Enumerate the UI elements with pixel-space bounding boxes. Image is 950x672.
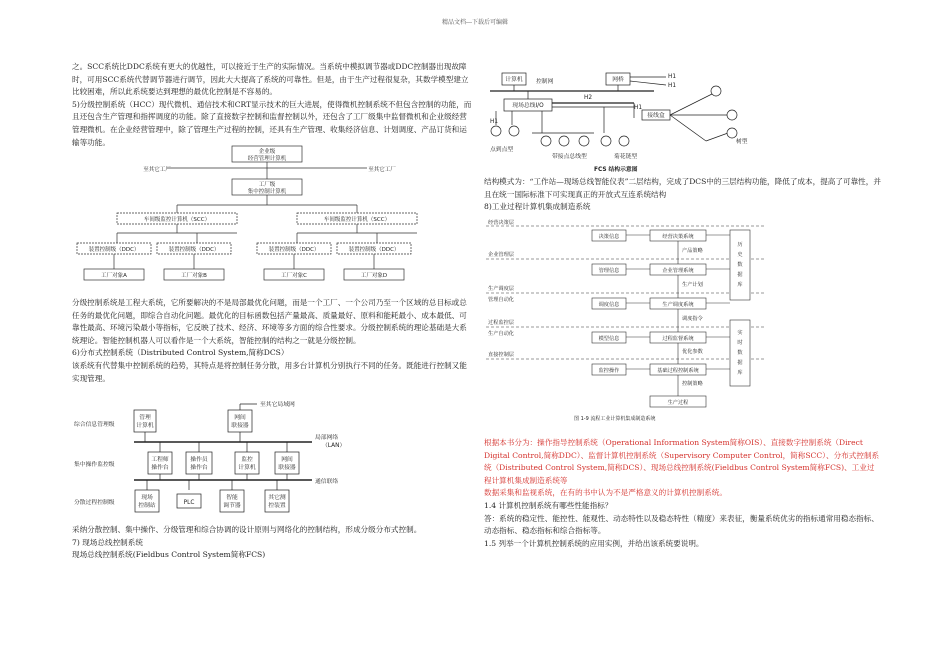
layer-scheduling: 生产调度层	[488, 286, 514, 292]
history-db-2: 史	[737, 252, 743, 258]
level-info-management: 综合信息管理级	[74, 422, 115, 428]
paragraph-cims-title: 8)工业过程计算机集成制造系统	[484, 202, 591, 212]
engineer-label-2: 操作台	[151, 465, 169, 471]
history-db-1: 历	[737, 242, 743, 248]
cims-caption: 图 1-9 流程工业计算机集成制造系统	[574, 416, 656, 422]
field-label-1: 现场	[141, 495, 153, 501]
operator-label-2: 操作台	[190, 465, 208, 471]
plant-label-2: 集中控制计算机	[247, 189, 287, 195]
comm-bus-label: 通信联络	[315, 479, 339, 485]
control-net-label: 控制网	[536, 79, 554, 85]
p2p-node-2	[509, 126, 519, 136]
chain-node-1	[601, 136, 611, 146]
sys-basic: 基础过程控制系统	[657, 368, 699, 374]
field-label-2: 控制站	[138, 503, 156, 509]
enterprise-label-1: 企业级	[258, 149, 276, 155]
gateway-label-1: 网间	[234, 415, 246, 421]
paragraph-question-1-5: 1.5 列举一个计算机控制系统的应用实例，并给出该系统要说明。	[484, 538, 704, 548]
sys-supervision: 过程监督系统	[662, 336, 694, 342]
monitor-label-1: 监控	[241, 457, 253, 463]
other-label-2: 控装置	[268, 503, 286, 509]
history-db-4: 据	[737, 272, 743, 278]
object-label-c: 工厂对象C	[281, 273, 307, 279]
to-other-plant-right: 至其它工厂	[368, 167, 396, 173]
right-column	[484, 176, 882, 214]
tree-node-2	[727, 110, 737, 120]
info-scheduling: 调度信息	[598, 302, 620, 308]
paragraph-dcs-title: 6)分布式控制系统（Distributed Control System,简称DCS）	[72, 348, 289, 358]
label-point-to-point: 点到点型	[490, 147, 514, 153]
engineer-label-1: 工程师	[151, 457, 169, 463]
tree-node-3	[727, 128, 737, 138]
monitor-label-2: 计算机	[238, 465, 256, 471]
left-column	[72, 61, 472, 149]
workshop-label-2: 车间级监控计算机（SCC）	[323, 217, 391, 223]
gateway2-label-2: 联接器	[278, 465, 296, 471]
gateway2-label-1: 网间	[281, 457, 293, 463]
paragraph-answer-1-4: 答：系统的稳定性、能控性、能观性、动态特性以及稳态特性（精度）来表征，衡量系统优劣的指标通常用稳态指标、动态指标、稳态指标和综合指标等。	[484, 513, 879, 536]
mid-production-plan: 生产计划	[682, 282, 703, 288]
realtime-db-4: 据	[737, 360, 743, 366]
lan-label-1: 局部网络	[315, 435, 339, 441]
mgmt-label-2: 计算机	[136, 423, 154, 429]
label-daisy-chain: 菊花链型	[614, 154, 638, 160]
mid-product-strategy: 产品策略	[682, 248, 703, 254]
paragraph-dcs-principle: 采纳分散控制、集中操作、分级管理和综合协调的设计原则与网络化的控制结构，形成分级分布式控制。	[72, 525, 422, 534]
plc-label: PLC	[183, 500, 195, 506]
plant-label-1: 工厂级	[258, 182, 276, 188]
ddc-label-c: 装置控制级（DDC）	[268, 247, 320, 253]
page-header: 精品文档---下载后可编辑	[441, 19, 509, 26]
info-management: 管理信息	[598, 268, 620, 274]
left-column-bottom	[72, 524, 472, 562]
layer-decision: 经营决策层	[488, 220, 514, 226]
paragraph-hcc-theory: 分级控制系统是工程大系统，它所要解决的不是局部最优化问题，而是一个工厂、一个公司乃至一个区域的总目标或总任务的最优化问题，即综合自动化问题。最优化的目标函数包括产量最高、质量最好、原料和能耗最小、成本最低、可靠性最高、环境污染最小等指标，它反映了技术、经济、环境等多方面的综合性要求。分级控制系统的理论基础是大系统理论。智能控制机器人可以看作是一个大系统，智能控制的结构之一就是分级控制。	[72, 298, 467, 345]
realtime-db-3: 数	[737, 350, 743, 356]
p2p-node-1	[491, 126, 501, 136]
smart-label-1: 智能	[226, 495, 238, 501]
fieldbus-io-label: 现场总线I/O	[512, 103, 544, 109]
object-label-d: 工厂对象D	[360, 273, 388, 279]
h1-mid: H1	[634, 105, 643, 111]
realtime-db-2: 时	[737, 340, 743, 346]
paragraph-fcs-title: 7) 现场总线控制系统	[72, 537, 143, 547]
hcc-diagram	[72, 143, 472, 293]
h1-left: H1	[490, 119, 499, 125]
workshop-label-1: 车间级监控计算机（SCC）	[143, 217, 211, 223]
history-db-5: 库	[737, 282, 743, 288]
object-label-b: 工厂对象B	[181, 273, 207, 279]
mid-control-strategy: 控制策略	[682, 381, 703, 387]
paragraph-fcs-name: 现场总线控制系统(Fieldbus Control System简称FCS)	[72, 550, 266, 560]
dcs-diagram	[72, 400, 472, 518]
info-decision: 决策信息	[598, 234, 620, 240]
ddc-label-b: 装置控制级（DDC）	[168, 247, 220, 253]
bridge-label: 网桥	[612, 77, 624, 83]
bus-node-2	[559, 136, 569, 146]
fcs-caption: FCS 结构示意图	[594, 167, 638, 173]
smart-label-2: 调节器	[223, 503, 241, 509]
management-automation: 管理自动化	[488, 297, 514, 303]
production-process: 生产过程	[667, 400, 689, 406]
cims-diagram	[484, 216, 814, 426]
h2-label: H2	[584, 95, 593, 101]
operator-label-1: 操作员	[190, 457, 208, 463]
right-column-bottom	[484, 437, 882, 550]
tree-node-1	[711, 86, 721, 96]
label-bus-type: 带接点总线型	[552, 154, 587, 160]
paragraph-classification: 根据本书分为：操作指导控制系统（Operational Information System简称OIS）、直接数字控制系统（Direct Digital Control,简称DDC）、监督计算机控制系统（Supervisory Computer Control，简称SCC）、分布式控制系统（Distributed Control System,简称DCS）、现场总线控制系统(Fieldbus Control System简称FCS)、工业过程计算机集成制造系统等	[484, 438, 880, 485]
ddc-label-a: 装置控制级（DDC）	[88, 247, 140, 253]
paragraph-scc: 之。SCC系统比DDC系统有更大的优越性，可以接近于生产的实际情况。当系统中模拟调节器或DDC控制器出现故障时，可用SCC系统代替调节器进行调节，因此大大提高了系统的可靠性。但是，由于生产过程很复杂，其数学模型建立比较困难，所以此系统要达到理想的最优化控制是不容易的。	[72, 62, 469, 97]
h1-top2: H1	[668, 83, 677, 89]
to-other-plant-left: 至其它工厂	[143, 167, 171, 173]
bus-node-3	[579, 136, 589, 146]
h1-top: H1	[668, 74, 677, 80]
sys-decision: 经营决策系统	[662, 234, 694, 240]
paragraph-dcs-desc: 该系统有代替集中控制系统的趋势，其特点是将控制任务分散，用多台计算机分别执行不同的任务。既能进行控制又能实现管理。	[72, 360, 467, 383]
mgmt-label-1: 管理	[139, 415, 151, 421]
bus-node-1	[541, 136, 551, 146]
object-label-a: 工厂对象A	[101, 273, 127, 279]
left-column-lower	[72, 297, 472, 385]
layer-supervision: 过程监控层	[488, 320, 514, 326]
enterprise-label-2: 经营管理计算机	[247, 156, 287, 162]
history-db-3: 数	[737, 262, 743, 268]
junction-label: 接线盒	[647, 113, 665, 119]
ddc-label-d: 装置控制级（DDC）	[348, 247, 400, 253]
paragraph-data-acquisition: 数据采集和监视系统，在有的书中认为不是严格意义的计算机控制系统。	[484, 488, 727, 498]
to-other-lan: 至其它局域网	[260, 402, 295, 408]
layer-management: 企业管理层	[488, 252, 514, 258]
lan-label-2: （LAN）	[322, 443, 346, 449]
sys-scheduling: 生产调度系统	[662, 302, 694, 308]
other-label-1: 其它测	[268, 495, 286, 501]
level-operation: 集中操作监控级	[74, 462, 115, 468]
mid-optimization-params: 优化参数	[682, 349, 703, 355]
paragraph-hcc: 5)分级控制系统（HCC）现代微机、通信技术和CRT显示技术的巨大进展，使得微机控制系统不但包含控制的功能，而且还包含生产管理和指挥调度的功能。除了直接数字控制和监督控制以外，还包含了工厂级集中监督微机和企业级经营管理微机。在企业经营管理中，除了管理生产过程的控制，还具有生产管理、收集经济信息、计划调度、产品订货和运输等功能。	[72, 99, 472, 147]
info-model: 模型信息	[598, 336, 620, 342]
sys-management: 企业管理系统	[662, 268, 694, 274]
paragraph-fcs-structure: 结构模式为：“工作站—现场总线智能仪表”二层结构，完成了DCS中的三层结构功能，降低了成本，提高了可靠性，并且在统一国际标准下可实现真正的开放式互连系统结构	[484, 177, 881, 199]
chain-node-2	[619, 136, 629, 146]
realtime-db-1: 实	[737, 330, 743, 336]
paragraph-question-1-4: 1.4 计算机控制系统有哪些性能指标？	[484, 500, 613, 510]
mid-dispatch-command: 调度指令	[682, 316, 703, 322]
pc-label: 计算机	[505, 77, 523, 83]
production-automation: 生产自动化	[488, 331, 514, 337]
layer-direct-control: 直接控制层	[488, 352, 514, 358]
realtime-db-5: 库	[737, 370, 743, 376]
info-monitor: 监控操作	[598, 368, 620, 374]
gateway-label-2: 联接器	[231, 423, 249, 429]
label-tree: 树型	[736, 139, 748, 145]
level-process-control: 分散过程控制级	[74, 500, 115, 506]
fcs-diagram	[484, 63, 784, 175]
